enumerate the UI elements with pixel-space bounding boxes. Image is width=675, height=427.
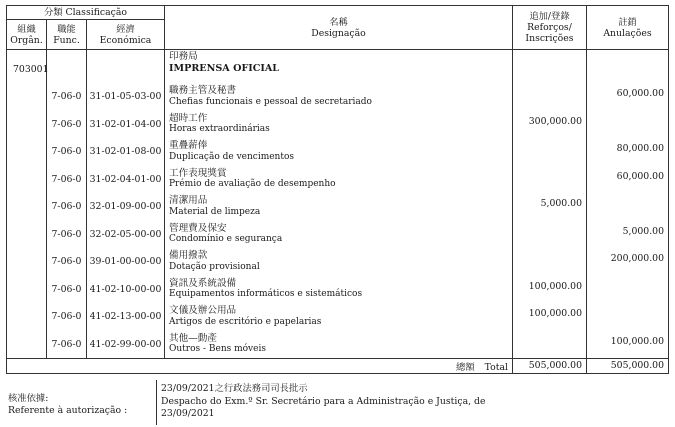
designation	[165, 276, 513, 304]
table-row	[7, 276, 669, 304]
function-header-zh: 職能	[57, 23, 76, 35]
economic-code: 41-02-10-00-00	[87, 276, 165, 304]
function-code: 7-06-0	[47, 111, 87, 139]
authorization-footer	[6, 380, 669, 425]
designation-zh: 重疊薪俸	[169, 140, 208, 152]
function-header	[47, 20, 87, 50]
function-code: 7-06-0	[47, 331, 87, 359]
annulments-header	[587, 6, 669, 50]
designation-zh: 清潔用品	[169, 195, 208, 207]
designation	[165, 248, 513, 276]
designation-pt: Chefias funcionais e pessoal de secretariado	[169, 96, 372, 107]
function-code: 7-06-0	[47, 248, 87, 276]
economic-code: 39-01-00-00-00	[87, 248, 165, 276]
designation-zh: 文儀及辦公用品	[169, 305, 237, 317]
annulment-amount: 100,000.00	[587, 331, 669, 359]
designation-zh: 管理費及保安	[169, 222, 227, 234]
designation-header	[165, 6, 513, 50]
total-label-zh: 總額	[456, 361, 475, 373]
table-row	[7, 331, 669, 359]
function-code: 7-06-0	[47, 138, 87, 166]
function-code: 7-06-0	[47, 221, 87, 249]
authorization-label-zh: 核准依據:	[8, 393, 49, 404]
classification-header: 分類 Classificação	[7, 6, 165, 20]
organ-cell	[7, 193, 47, 221]
designation-zh: 職務主管及秘書	[169, 85, 237, 97]
reinforcement-amount	[513, 221, 587, 249]
annulments-header-pt: Anulações	[603, 27, 652, 39]
annulment-amount: 60,000.00	[587, 166, 669, 194]
organ-header	[7, 20, 47, 50]
budget-table	[6, 5, 669, 374]
organ-cell	[7, 276, 47, 304]
organ-name-zh: 印務局	[169, 51, 198, 62]
designation-pt: Condomínio e segurança	[169, 234, 283, 245]
function-code: 7-06-0	[47, 276, 87, 304]
designation-pt: Outros - Bens móveis	[169, 344, 266, 354]
reinforcements-header	[513, 6, 587, 50]
reinforcement-amount: 100,000.00	[513, 276, 587, 304]
designation-pt: Horas extraordinárias	[169, 124, 270, 135]
total-label-pt: Total	[484, 361, 508, 373]
designation-pt: Prémio de avaliação de desempenho	[169, 179, 336, 190]
footer-divider	[156, 380, 157, 425]
economic-code: 41-02-99-00-00	[87, 331, 165, 359]
authorization-line3: 23/09/2021	[161, 408, 215, 419]
table-row	[7, 138, 669, 166]
designation-zh: 資訊及系統設備	[169, 277, 237, 289]
organ-code: 703001	[7, 50, 47, 84]
economic-header-zh: 經濟	[116, 23, 135, 35]
table-row	[7, 248, 669, 276]
designation-header-zh: 名稱	[329, 16, 348, 28]
organ-name-pt: IMPRENSA OFICIAL	[169, 62, 280, 74]
reinforcements-header-zh: 追加/登錄	[529, 11, 570, 22]
economic-code: 31-01-05-03-00	[87, 83, 165, 111]
organ-cell	[7, 138, 47, 166]
economic-code: 41-02-13-00-00	[87, 303, 165, 331]
designation-pt: Material de limpeza	[169, 206, 261, 217]
annulment-amount	[587, 303, 669, 331]
organ-header-pt: Orgân.	[10, 34, 43, 46]
designation	[165, 303, 513, 331]
organ-cell	[7, 111, 47, 139]
organ-cell	[7, 331, 47, 359]
reinforcement-amount	[513, 248, 587, 276]
total-annulments: 505,000.00	[587, 358, 669, 373]
economic-code: 32-01-09-00-00	[87, 193, 165, 221]
designation	[165, 138, 513, 166]
designation	[165, 221, 513, 249]
designation	[165, 331, 513, 359]
annulment-amount	[587, 193, 669, 221]
table-row	[7, 166, 669, 194]
organ-cell	[7, 303, 47, 331]
designation-pt: Artigos de escritório e papelarias	[169, 316, 322, 327]
annulment-amount	[587, 276, 669, 304]
organ-cell	[7, 83, 47, 111]
organ-cell	[7, 221, 47, 249]
authorization-text	[161, 383, 491, 421]
designation	[165, 111, 513, 139]
designation	[165, 193, 513, 221]
economic-header	[87, 20, 165, 50]
authorization-label-pt: Referente à autorização :	[8, 405, 128, 416]
designation-header-pt: Designação	[311, 27, 366, 39]
authorization-line2: Despacho do Exm.º Sr. Secretário para a Administração e Justiça, de	[161, 395, 486, 407]
table-row	[7, 111, 669, 139]
authorization-label	[8, 393, 127, 417]
function-code: 7-06-0	[47, 166, 87, 194]
annulment-amount: 5,000.00	[587, 221, 669, 249]
organ-econ-empty	[87, 50, 165, 84]
total-row	[7, 358, 669, 373]
reinforcement-amount: 300,000.00	[513, 111, 587, 139]
economic-code: 31-02-01-08-00	[87, 138, 165, 166]
total-label	[7, 358, 513, 373]
designation-zh: 備用撥款	[169, 250, 208, 262]
reinforcement-amount	[513, 138, 587, 166]
annulment-amount: 80,000.00	[587, 138, 669, 166]
table-row	[7, 83, 669, 111]
designation-zh: 其他—動產	[169, 332, 217, 344]
function-code: 7-06-0	[47, 303, 87, 331]
table-row	[7, 221, 669, 249]
annulments-header-zh: 註銷	[618, 16, 637, 28]
organ-ref-empty	[513, 50, 587, 84]
organ-row	[7, 50, 669, 84]
designation-pt: Duplicação de vencimentos	[169, 151, 295, 162]
authorization-line1: 23/09/2021之行政法務司司長批示	[161, 383, 308, 394]
organ-anul-empty	[587, 50, 669, 84]
reinforcement-amount	[513, 166, 587, 194]
designation	[165, 83, 513, 111]
function-code: 7-06-0	[47, 83, 87, 111]
function-header-pt: Func.	[53, 34, 80, 46]
total-reinforcements: 505,000.00	[513, 358, 587, 373]
economic-header-pt: Económica	[99, 34, 152, 46]
annulment-amount: 200,000.00	[587, 248, 669, 276]
annulment-amount	[587, 111, 669, 139]
reinforcements-header-pt2: Inscrições	[525, 33, 574, 44]
reinforcement-amount: 100,000.00	[513, 303, 587, 331]
reinforcement-amount	[513, 83, 587, 111]
designation-zh: 工作表現獎賞	[169, 167, 227, 179]
reinforcement-amount: 5,000.00	[513, 193, 587, 221]
table-row	[7, 303, 669, 331]
reinforcement-amount	[513, 331, 587, 359]
organ-func-empty	[47, 50, 87, 84]
economic-code: 31-02-01-04-00	[87, 111, 165, 139]
organ-cell	[7, 248, 47, 276]
designation	[165, 166, 513, 194]
designation-pt: Equipamentos informáticos e sistemáticos	[169, 289, 363, 300]
table-row	[7, 193, 669, 221]
function-code: 7-06-0	[47, 193, 87, 221]
designation-pt: Dotação provisional	[169, 261, 260, 272]
organ-name	[165, 50, 513, 84]
annulment-amount: 60,000.00	[587, 83, 669, 111]
reinforcements-header-pt1: Reforços/	[527, 22, 572, 33]
designation-zh: 超時工作	[169, 112, 208, 124]
economic-code: 31-02-04-01-00	[87, 166, 165, 194]
organ-cell	[7, 166, 47, 194]
organ-header-zh: 組織	[17, 23, 36, 35]
economic-code: 32-02-05-00-00	[87, 221, 165, 249]
